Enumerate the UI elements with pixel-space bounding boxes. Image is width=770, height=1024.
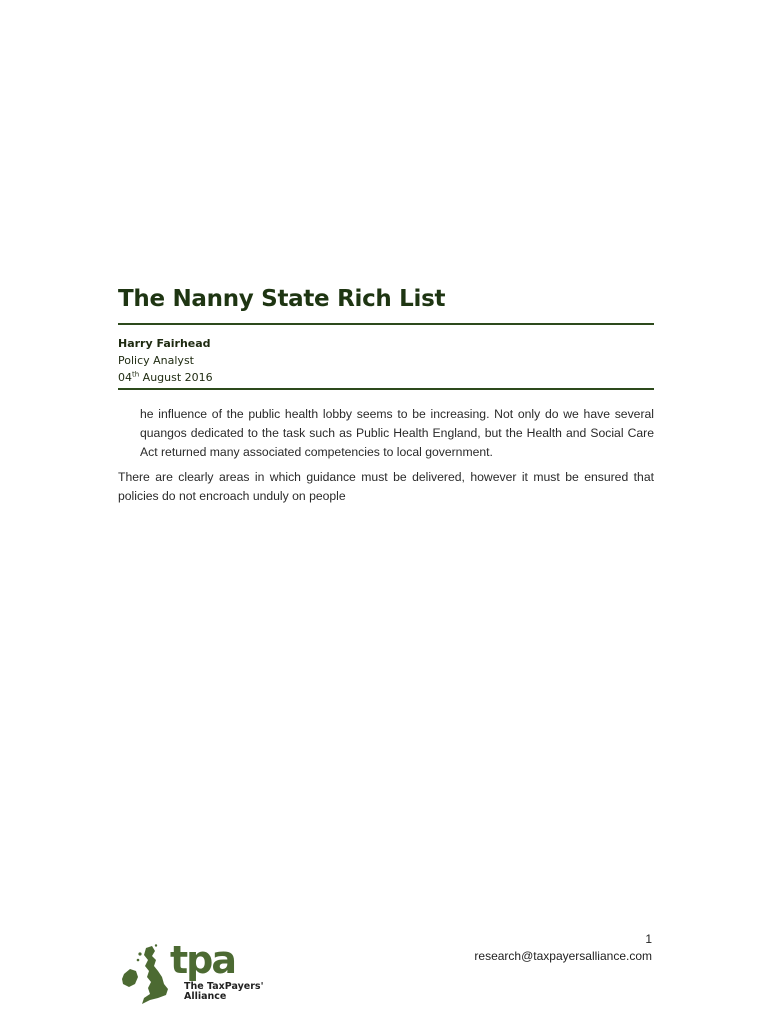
date-day: 04: [118, 371, 132, 384]
author-divider: [118, 388, 654, 390]
tpa-logo: [118, 938, 288, 1010]
author-name: Harry Fairhead: [118, 337, 211, 350]
date-rest: August 2016: [139, 371, 213, 384]
logo-subtitle: [184, 982, 264, 1002]
footer-email: research@taxpayersalliance.com: [474, 949, 652, 963]
logo-line-2: Alliance: [184, 991, 227, 1002]
document-title: The Nanny State Rich List: [118, 286, 446, 312]
logo-line-1: The TaxPayers': [184, 981, 264, 992]
author-role: Policy Analyst: [118, 354, 194, 367]
date-suffix: th: [132, 370, 140, 379]
author-block: [118, 335, 213, 386]
logo-mark: tpa: [170, 938, 236, 982]
publication-date: [118, 369, 213, 386]
title-divider: [118, 323, 654, 325]
intro-paragraph: he influence of the public health lobby seems to be increasing. Not only do we have several quangos dedicated to the task such as Public Health England, but the Health and Social Care Act returned many associated competencies to local government.: [140, 407, 654, 459]
page-number: 1: [645, 932, 652, 946]
second-paragraph: There are clearly areas in which guidance must be delivered, however it must be ensured that policies do not encroach unduly on people: [118, 470, 654, 503]
